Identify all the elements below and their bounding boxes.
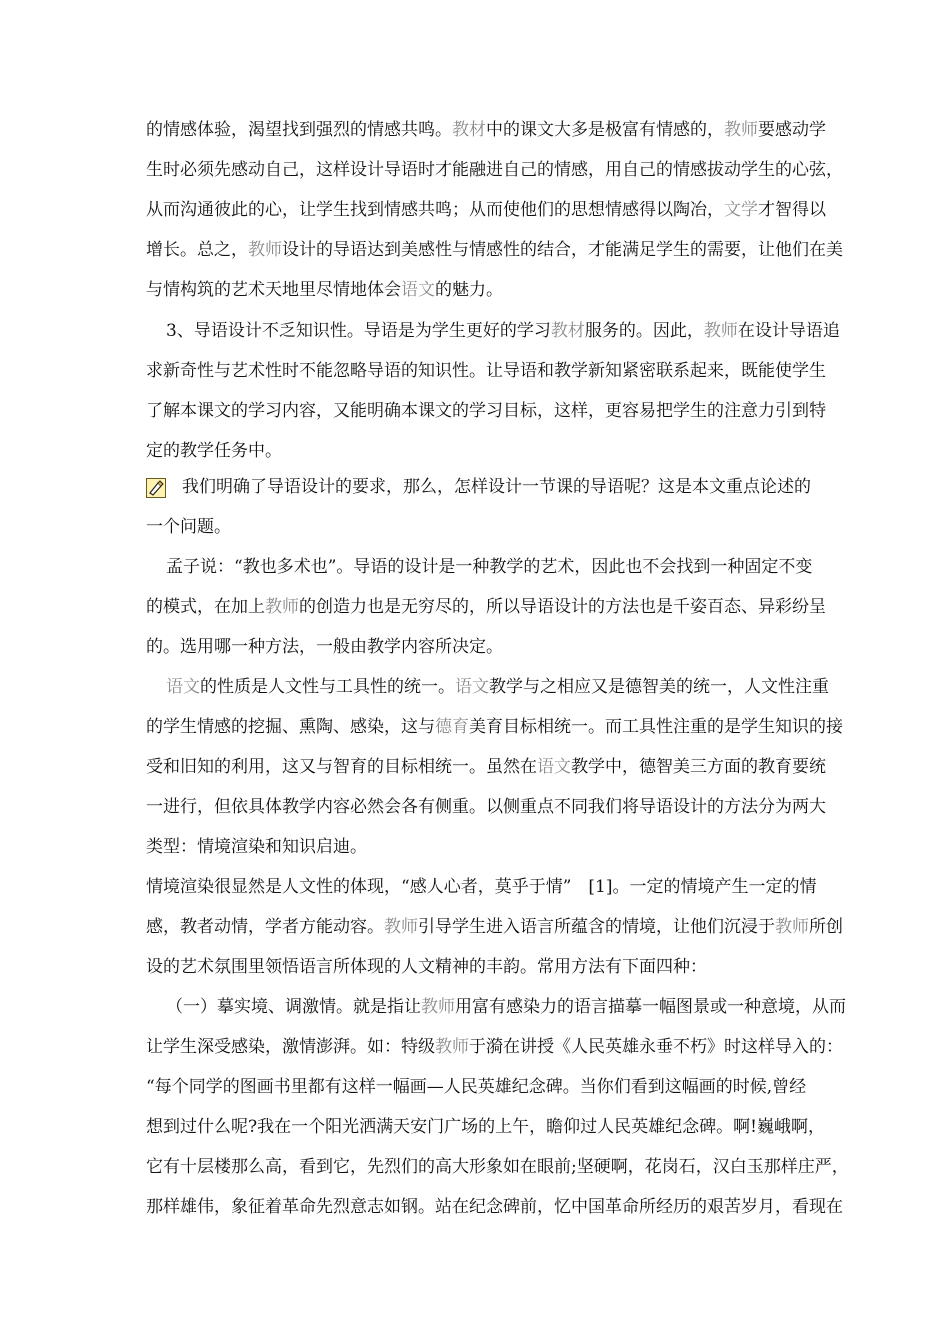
inline-link[interactable]: 教材 xyxy=(550,321,585,341)
inline-link[interactable]: 教师 xyxy=(775,917,809,937)
text-run: 让学生深受感染，激情澎湃。如：特级 xyxy=(146,1037,435,1057)
text-run: （一）摹实境、调激情。就是指让 xyxy=(166,997,421,1017)
text-run: 3、导语设计不乏知识性。导语是为学生更好的学习 xyxy=(166,321,551,341)
text-run: 生时必须先感动自己，这样设计导语时才能融进自己的情感，用自己的情感拔动学生的心弦， xyxy=(146,160,843,180)
text-run: 孟子说：“教也多术也”。导语的设计是一种教学的艺术，因此也不会找到一种固定不变 xyxy=(166,557,813,577)
text-run: 我们明确了导语设计的要求，那么，怎样设计一节课的导语呢？这是本文重点论述的 xyxy=(182,477,811,497)
text-line xyxy=(146,587,826,627)
inline-link[interactable]: 教师 xyxy=(384,917,418,937)
text-line xyxy=(146,190,826,230)
text-run: 于漪在讲授《人民英雄永垂不朽》时这样导入的： xyxy=(469,1037,843,1057)
text-run: 在设计导语追 xyxy=(737,321,840,341)
inline-link[interactable]: 教师 xyxy=(248,240,282,260)
text-line xyxy=(146,110,826,150)
text-run: 类型：情境渲染和知识启迪。 xyxy=(146,837,367,857)
text-line xyxy=(146,827,814,867)
text-run: 才智得以 xyxy=(758,200,826,220)
paragraph-emotion xyxy=(146,110,843,310)
text-run: 要感动学 xyxy=(758,120,826,140)
text-run: 教学与之相应又是德智美的统一，人文性注重 xyxy=(489,677,829,697)
inline-link[interactable]: 教材 xyxy=(452,120,486,140)
inline-link[interactable]: 语文 xyxy=(166,677,200,697)
text-line xyxy=(146,311,840,351)
text-run: 教学中，德智美三方面的教育要统 xyxy=(571,757,826,777)
inline-link[interactable]: 教师 xyxy=(724,120,758,140)
paragraph-knowledge xyxy=(146,311,840,471)
text-line xyxy=(146,270,814,310)
text-line xyxy=(146,1107,825,1147)
text-line xyxy=(146,1187,843,1227)
text-run: 那样雄伟，象征着革命先烈意志如钢。站在纪念碑前，忆中国革命所经历的艰苦岁月，看现在 xyxy=(146,1197,843,1217)
inline-link[interactable]: 教师 xyxy=(435,1037,469,1057)
text-run: 了解本课文的学习内容，又能明确本课文的学习目标，这样，更容易把学生的注意力引到特 xyxy=(146,401,826,421)
text-line xyxy=(146,907,843,947)
paragraph-method-one xyxy=(146,987,849,1227)
text-run: 的创造力也是无穷尽的，所以导语设计的方法也是千姿百态、异彩纷呈 xyxy=(299,597,826,617)
paragraph-question xyxy=(146,467,814,547)
paragraph-chinese-nature xyxy=(146,667,843,867)
text-run: 引导学生进入语言所蕴含的情境，让他们沉浸于 xyxy=(418,917,775,937)
text-line xyxy=(146,1147,849,1187)
text-run: 的情感体验，渴望找到强烈的情感共鸣。 xyxy=(146,120,452,140)
text-line xyxy=(146,391,826,431)
text-line xyxy=(146,667,829,707)
inline-link[interactable]: 语文 xyxy=(401,280,435,300)
paragraph-situation xyxy=(146,867,843,987)
inline-link[interactable]: 教师 xyxy=(703,321,738,341)
text-run: “每个同学的图画书里都有这样一幅画—人民英雄纪念碑。当你们看到这幅画的时候,曾经 xyxy=(146,1077,807,1097)
text-line xyxy=(146,230,843,270)
text-run: 增长。总之， xyxy=(146,240,248,260)
text-line xyxy=(146,431,814,471)
text-run: 从而沟通彼此的心，让学生找到情感共鸣；从而使他们的思想情感得以陶冶， xyxy=(146,200,724,220)
inline-link[interactable]: 文学 xyxy=(724,200,758,220)
text-line xyxy=(146,1027,843,1067)
text-line xyxy=(146,867,817,907)
text-run: 一进行，但依具体教学内容必然会各有侧重。以侧重点不同我们将导语设计的方法分为两大 xyxy=(146,797,826,817)
inline-link[interactable]: 语文 xyxy=(455,677,489,697)
inline-link[interactable]: 德育 xyxy=(435,717,469,737)
text-line xyxy=(146,707,843,747)
text-run: 的学生情感的挖掘、熏陶、感染，这与 xyxy=(146,717,435,737)
text-line xyxy=(146,547,814,587)
inline-link[interactable]: 教师 xyxy=(265,597,299,617)
text-line xyxy=(146,747,826,787)
text-line xyxy=(146,507,814,547)
paragraph-mencius xyxy=(146,547,826,667)
text-run: 用富有感染力的语言描摹一幅图景或一种意境，从而 xyxy=(455,997,846,1017)
text-line xyxy=(146,351,826,391)
text-run: 想到过什么呢?我在一个阳光洒满天安门广场的上午，瞻仰过人民英雄纪念碑。啊!巍峨啊， xyxy=(146,1117,825,1137)
text-line xyxy=(146,787,826,827)
text-run: 服务的。因此， xyxy=(584,321,704,341)
inline-link[interactable]: 语文 xyxy=(537,757,571,777)
text-run: 的魅力。 xyxy=(435,280,503,300)
text-run: 受和旧知的利用，这又与智育的目标相统一。虽然在 xyxy=(146,757,537,777)
text-run: 情境渲染很显然是人文性的体现，“感人心者，莫乎于情” [1]。一定的情境产生一定的情 xyxy=(146,877,817,897)
text-run: 设计的导语达到美感性与情感性的结合，才能满足学生的需要，让他们在美 xyxy=(282,240,843,260)
text-run: 美育目标相统一。而工具性注重的是学生知识的接 xyxy=(469,717,843,737)
text-run: 与情构筑的艺术天地里尽情地体会 xyxy=(146,280,401,300)
text-line xyxy=(146,150,843,190)
text-line xyxy=(146,947,814,987)
text-run: 的模式，在加上 xyxy=(146,597,265,617)
inline-link[interactable]: 教师 xyxy=(421,997,455,1017)
text-run: 感，教者动情，学者方能动容。 xyxy=(146,917,384,937)
text-run: 它有十层楼那么高，看到它，先烈们的高大形象如在眼前;坚硬啊，花岗石，汉白玉那样庄严， xyxy=(146,1157,849,1177)
text-run: 所创 xyxy=(809,917,843,937)
text-run: 的。选用哪一种方法，一般由教学内容所决定。 xyxy=(146,637,503,657)
text-run: 设的艺术氛围里领悟语言所体现的人文精神的丰韵。常用方法有下面四种： xyxy=(146,957,707,977)
text-line xyxy=(146,467,814,507)
text-line xyxy=(146,627,814,667)
text-line xyxy=(146,987,846,1027)
text-run: 一个问题。 xyxy=(146,517,231,537)
text-line xyxy=(146,1067,814,1107)
text-run: 求新奇性与艺术性时不能忽略导语的知识性。让导语和教学新知紧密联系起来，既能使学生 xyxy=(146,361,826,381)
text-run: 的性质是人文性与工具性的统一。 xyxy=(200,677,455,697)
text-run: 定的教学任务中。 xyxy=(146,441,282,461)
text-run: 中的课文大多是极富有情感的， xyxy=(486,120,724,140)
